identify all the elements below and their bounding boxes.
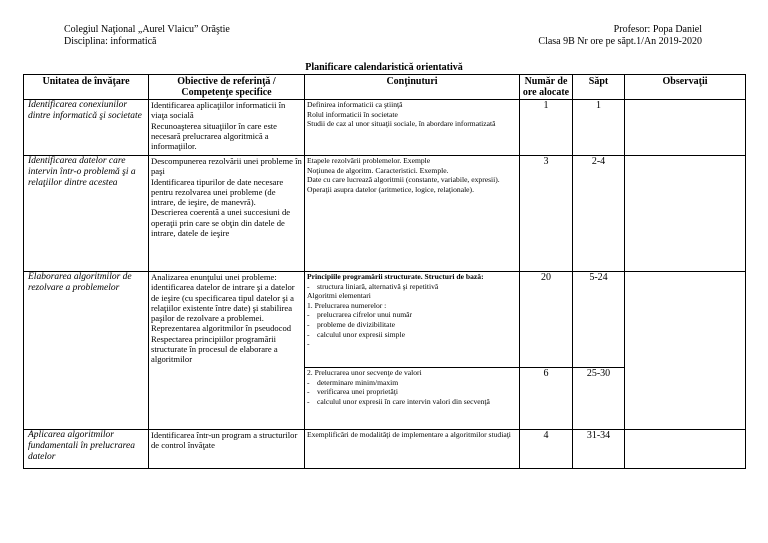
objectives-cell: [149, 430, 305, 469]
col-hours-line1: Număr de: [524, 76, 568, 87]
content-item: Operaţii asupra datelor (aritmetice, logice, relaţionale).: [307, 184, 474, 194]
contents-cell: [305, 272, 520, 368]
notes-cell: [625, 100, 746, 156]
content-bullet: - calculul unor expresii simple: [307, 329, 405, 339]
unit-cell: Identificarea conexiunilor dintre informatică şi societate: [24, 100, 149, 156]
content-bullet-empty: -: [307, 339, 310, 349]
week-cell: 5-24: [573, 272, 625, 368]
col-objectives-line1: Obiective de referinţă /: [177, 76, 276, 87]
content-bullet: - calculul unor expresii în care intervin valori din secvenţă: [307, 396, 490, 406]
content-item: Noţiunea de algoritm. Caracteristici. Exemple.: [307, 165, 449, 175]
notes-cell: [625, 272, 746, 430]
col-notes: Observaţii: [625, 75, 746, 100]
objective-item: Descompunerea rezolvării unei probleme în paşi: [151, 156, 302, 177]
hours-cell: 1: [520, 100, 573, 156]
hours-cell: 20: [520, 272, 573, 368]
content-subheading: Algoritmi elementari: [307, 291, 371, 301]
objectives-cell: [149, 156, 305, 272]
week-cell: 1: [573, 100, 625, 156]
content-item: Date cu care lucrează algoritmii (constante, variabile, expresii).: [307, 175, 500, 185]
objective-item: Respectarea principiilor programării structurate în procesul de elaborare a algoritmilor: [151, 333, 278, 365]
content-item: Definirea informaticii ca ştiinţă: [307, 100, 403, 109]
week-cell: 31-34: [573, 430, 625, 469]
col-contents: Conţinuturi: [305, 75, 520, 100]
class-info: Clasa 9B Nr ore pe săpt.1/An 2019-2020: [538, 36, 702, 47]
hours-cell: 3: [520, 156, 573, 272]
contents-cell: [305, 156, 520, 272]
content-item: Rolul informaticii în societate: [307, 109, 398, 119]
contents-cell: [305, 368, 520, 430]
content-item: Studii de caz al unor situaţii sociale, în abordare informatizată: [307, 119, 496, 129]
objectives-cell: [149, 272, 305, 430]
table-row: [24, 430, 746, 469]
col-week: Săpt: [573, 75, 625, 100]
teacher-name: Profesor: Popa Daniel: [613, 24, 702, 35]
unit-cell: Identificarea datelor care intervin într-o problemă şi a relaţiilor dintre acestea: [24, 156, 149, 272]
table-row: [24, 100, 746, 156]
hours-cell: 4: [520, 430, 573, 469]
col-hours-line2: ore alocate: [522, 87, 570, 98]
table-row: [24, 156, 746, 272]
content-bullet: - probleme de divizibilitate: [307, 319, 396, 329]
col-objectives: [149, 75, 305, 100]
content-heading: Principiile programării structurate. Structuri de bază:: [307, 272, 484, 281]
planning-table: [23, 74, 746, 469]
table-row: [24, 272, 746, 368]
objective-item: Descrierea coerentă a unei succesiuni de operaţii prin care se obţin din datele de intrare, datele de ieşire: [151, 207, 291, 239]
week-cell: 25-30: [573, 368, 625, 430]
table-header-row: [24, 75, 746, 100]
col-objectives-line2: Competenţe specifice: [181, 87, 272, 98]
objective-item: Recunoaşterea situaţiilor în care este necesară prelucrarea algoritmică a informaţiilor.: [151, 120, 277, 152]
contents-cell: [305, 100, 520, 156]
unit-cell: Aplicarea algoritmilor fundamentali în prelucrarea datelor: [24, 430, 149, 469]
objective-item: Analizarea enunţului unei probleme: identificarea datelor de intrare şi a datelor de ieşire (cu specificarea tipul datelor şi a relaţiilor existente între date) şi stabilirea paşilor de rezolvare a problemei.: [151, 272, 295, 324]
content-bullet: - structura liniară, alternativă şi repetitivă: [307, 281, 439, 291]
objective-item: Reprezentarea algoritmilor în pseudocod: [151, 323, 292, 334]
header-left: [64, 24, 230, 48]
content-bullet: - prelucrarea cifrelor unui număr: [307, 310, 413, 320]
content-numbered: 1. Prelucrarea numerelor :: [307, 300, 387, 310]
discipline: Disciplina: informatică: [64, 36, 157, 47]
objectives-cell: [149, 100, 305, 156]
week-cell: 2-4: [573, 156, 625, 272]
content-numbered: 2. Prelucrarea unor secvenţe de valori: [307, 368, 422, 377]
contents-cell: [305, 430, 520, 469]
hours-cell: 6: [520, 368, 573, 430]
content-item: Etapele rezolvării problemelor. Exemple: [307, 156, 431, 165]
header-right: [538, 24, 702, 48]
objective-item: Identificarea într-un program a structurilor de control învăţate: [151, 430, 298, 451]
unit-cell: Elaborarea algoritmilor de rezolvare a problemelor: [24, 272, 149, 430]
notes-cell: [625, 156, 746, 272]
content-bullet: - determinare minim/maxim: [307, 377, 399, 387]
content-item: Exemplificări de modalităţi de implementare a algoritmilor studiaţi: [307, 430, 511, 439]
objective-item: Identificarea aplicaţiilor informaticii în viaţa socială: [151, 100, 286, 121]
notes-cell: [625, 430, 746, 469]
col-unit: Unitatea de învăţare: [24, 75, 149, 100]
col-hours: [520, 75, 573, 100]
content-bullet: - verificarea unei proprietăţi: [307, 387, 398, 397]
school-name: Colegiul Naţional „Aurel Vlaicu” Orăştie: [64, 24, 230, 35]
page-title: Planificare calendaristică orientativă: [305, 62, 463, 73]
objective-item: Identificarea tipurilor de date necesare pentru rezolvarea unei probleme (de intrare, de ieşire, de manevră).: [151, 176, 284, 208]
